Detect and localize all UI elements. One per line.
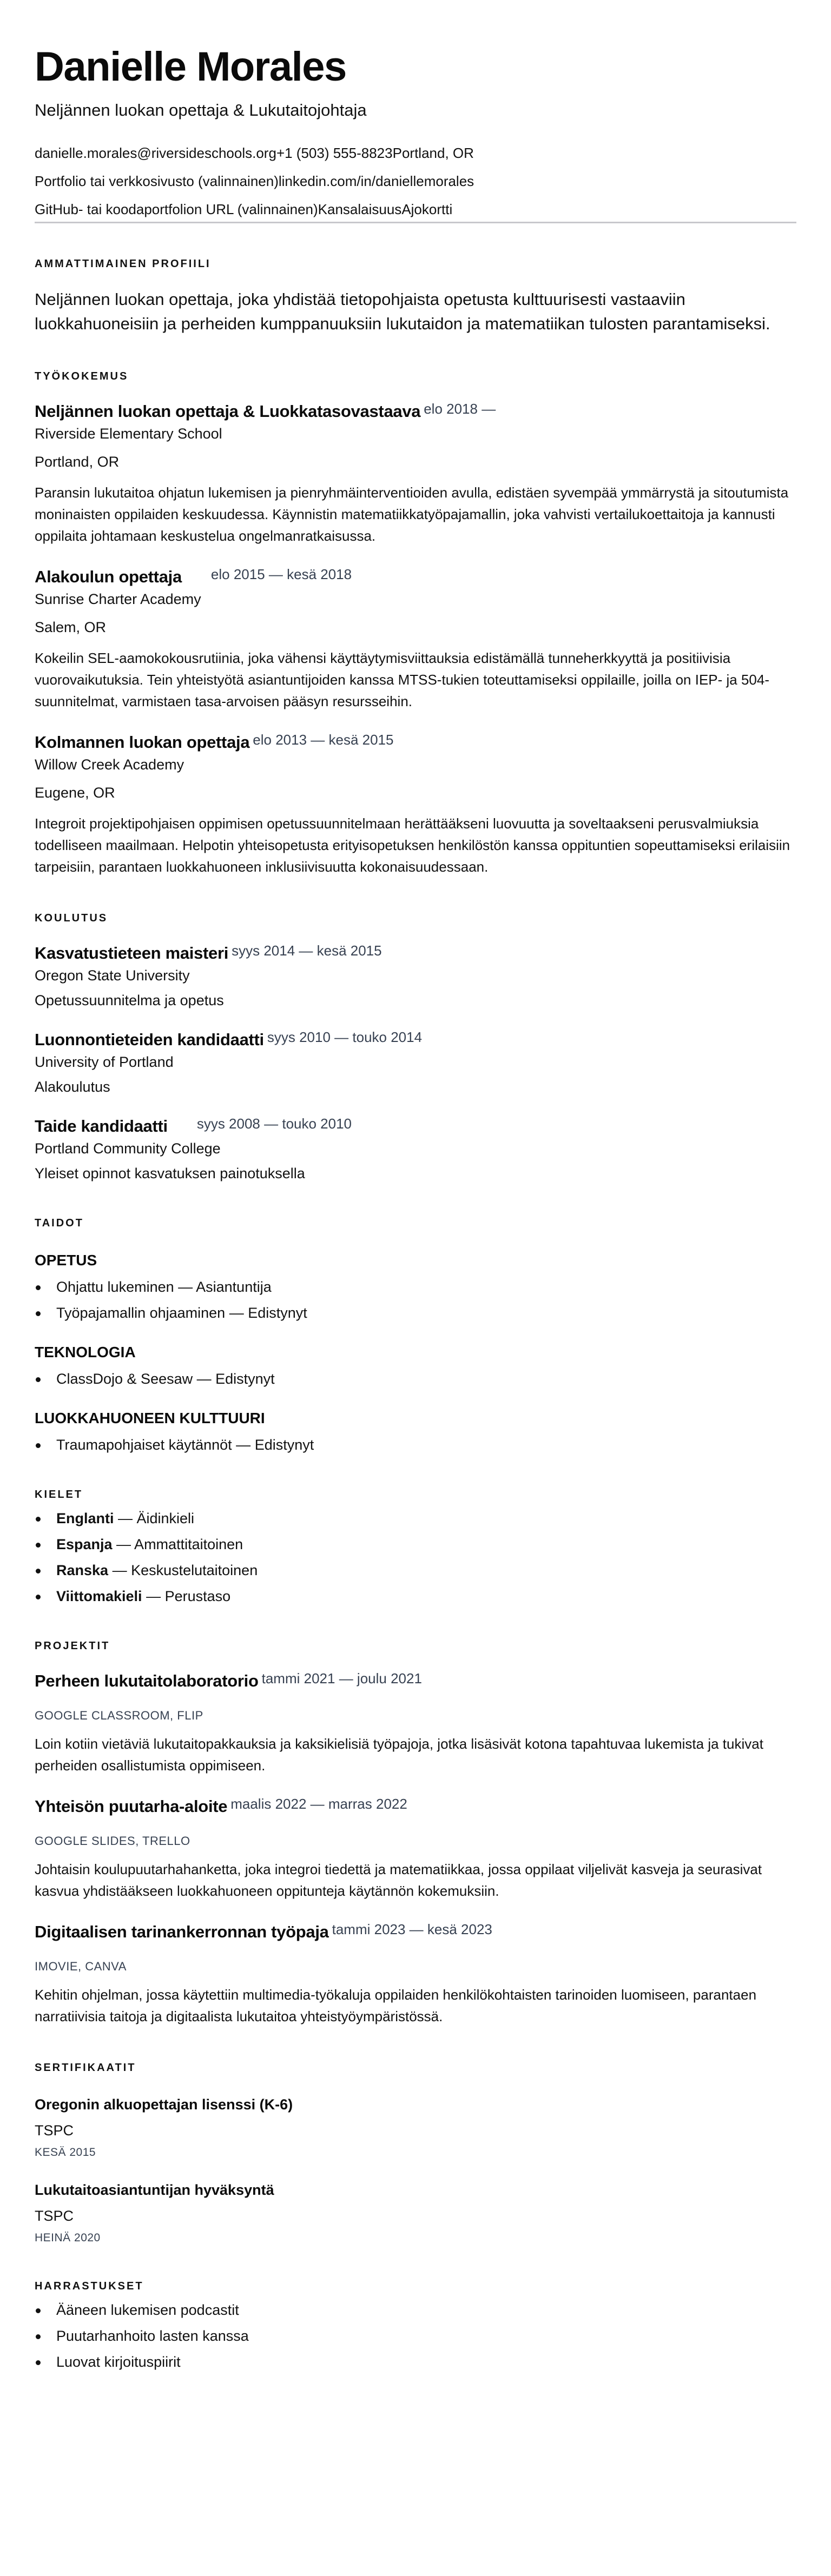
contact-row-1 bbox=[35, 144, 796, 162]
section-title: HARRASTUKSET bbox=[35, 2280, 144, 2292]
section-education bbox=[35, 911, 796, 1183]
language-item bbox=[35, 1561, 796, 1579]
project-dates: tammi 2021 — joulu 2021 bbox=[261, 1670, 422, 1687]
experience-entry bbox=[35, 732, 796, 878]
project-title: Yhteisön puutarha-aloite bbox=[35, 1797, 228, 1816]
skill-list bbox=[35, 1278, 796, 1322]
language-name: Ranska bbox=[56, 1562, 109, 1578]
contact-citizenship: Kansalaisuus bbox=[318, 201, 402, 217]
degree-dates: syys 2008 — touko 2010 bbox=[196, 1116, 352, 1132]
section-interests bbox=[35, 2279, 796, 2371]
interest-item: Ääneen lukemisen podcastit bbox=[35, 2301, 796, 2319]
project-title: Digitaalisen tarinankerronnan työpaja bbox=[35, 1922, 329, 1941]
language-level: — Äidinkieli bbox=[114, 1510, 195, 1526]
language-item bbox=[35, 1509, 796, 1528]
job-dates: elo 2013 — kesä 2015 bbox=[253, 732, 394, 748]
job-employer: Sunrise Charter Academy bbox=[35, 591, 201, 607]
project-entry bbox=[35, 1796, 796, 1902]
language-name: Viittomakieli bbox=[56, 1588, 142, 1604]
certification-entry bbox=[35, 2095, 796, 2160]
education-entry bbox=[35, 942, 796, 1010]
contact-email[interactable]: danielle.morales@riversideschools.org bbox=[35, 145, 276, 161]
job-location: Salem, OR bbox=[35, 619, 107, 635]
job-title: Kolmannen luokan opettaja bbox=[35, 733, 250, 752]
header-divider bbox=[35, 222, 796, 223]
section-languages bbox=[35, 1488, 796, 1605]
contact-location: Portland, OR bbox=[392, 145, 474, 161]
project-description: Loin kotiin vietäviä lukutaitopakkauksia ja kaksikielisiä työpajoja, jotka lisäsivät kotona tapahtuvaa lukemista ja tukivat perheiden osallistumista oppimiseen. bbox=[35, 1736, 763, 1774]
education-entry bbox=[35, 1116, 796, 1183]
contact-portfolio[interactable]: Portfolio tai verkkosivusto (valinnainen) bbox=[35, 173, 279, 189]
project-tools: IMOVIE, CANVA bbox=[35, 1960, 127, 1973]
certification-name: Oregonin alkuopettajan lisenssi (K-6) bbox=[35, 2096, 293, 2113]
contact-row-3 bbox=[35, 200, 796, 218]
field-of-study: Alakoulutus bbox=[35, 1079, 110, 1095]
contact-linkedin[interactable]: linkedin.com/in/daniellemorales bbox=[278, 173, 474, 189]
degree-title: Kasvatustieteen maisteri bbox=[35, 944, 229, 962]
project-dates: tammi 2023 — kesä 2023 bbox=[332, 1921, 492, 1937]
project-title: Perheen lukutaitolaboratorio bbox=[35, 1671, 259, 1690]
certification-date: KESÄ 2015 bbox=[35, 2146, 96, 2159]
project-tools: GOOGLE CLASSROOM, FLIP bbox=[35, 1709, 203, 1722]
section-certifications bbox=[35, 2061, 796, 2246]
skill-group-title: OPETUS bbox=[35, 1252, 97, 1269]
contact-phone[interactable]: +1 (503) 555-8823 bbox=[276, 145, 393, 161]
job-title: Alakoulun opettaja bbox=[35, 567, 182, 586]
section-title: TAIDOT bbox=[35, 1217, 84, 1229]
degree-title: Luonnontieteiden kandidaatti bbox=[35, 1030, 264, 1049]
job-description: Integroit projektipohjaisen oppimisen opetussuunnitelmaan herättääkseni luovuutta ja soveltaakseni perusvalmiuksia todelliseen maailmaan. Helpotin yhteisopetusta erityisopetuksen henkilöstön kanssa oppituntien sopeuttamiseksi erilaisiin tarpeisiin, parantaen luokkahuoneen inklusiivisuutta kokonaisuudessaan. bbox=[35, 815, 790, 875]
job-description: Paransin lukutaitoa ohjatun lukemisen ja pienryhmäinterventioiden avulla, edistäen syvempää ymmärrystä ja sitoutumista moninaisten oppilaiden keskuudessa. Käynnistin matematiikkatyöpajamallin, joka vahvisti vertailukoettaitoja ja kannusti oppilaita johtamaan keskustelua ongelmanratkaisussa. bbox=[35, 484, 789, 544]
education-entry bbox=[35, 1029, 796, 1096]
certification-issuer: TSPC bbox=[35, 2208, 74, 2224]
contact-github[interactable]: GitHub- tai koodaportfolion URL (valinnainen) bbox=[35, 201, 318, 217]
project-tools: GOOGLE SLIDES, TRELLO bbox=[35, 1834, 190, 1848]
job-description: Kokeilin SEL-aamokokousrutiinia, joka vähensi käyttäytymisviittauksia edistämällä tunneherkkyyttä ja positiivisia vuorovaikutuksia. Tein yhteistyötä asiantuntijoiden kanssa MTSS-tukien toteuttamiseksi oppilaille, joilla on IEP- ja 504-suunnitelmat, varmistaen tasa-arvoisen pääsyn resursseihin. bbox=[35, 650, 770, 709]
section-title: PROJEKTIT bbox=[35, 1640, 110, 1652]
language-name: Espanja bbox=[56, 1536, 113, 1552]
skill-group-title: LUOKKAHUONEEN KULTTUURI bbox=[35, 1410, 265, 1426]
field-of-study: Yleiset opinnot kasvatuksen painotuksella bbox=[35, 1165, 305, 1181]
certification-name: Lukutaitoasiantuntijan hyväksyntä bbox=[35, 2182, 274, 2198]
degree-dates: syys 2014 — kesä 2015 bbox=[232, 942, 382, 959]
job-employer: Willow Creek Academy bbox=[35, 756, 184, 773]
skill-group-title: TEKNOLOGIA bbox=[35, 1344, 136, 1360]
job-title: Neljännen luokan opettaja & Luokkatasovastaava bbox=[35, 402, 421, 421]
experience-entry bbox=[35, 401, 796, 547]
project-entry bbox=[35, 1670, 796, 1776]
section-profile bbox=[35, 257, 796, 336]
job-dates: elo 2015 — kesä 2018 bbox=[210, 566, 352, 582]
project-description: Johtaisin koulupuutarhahanketta, joka integroi tiedettä ja matematiikkaa, jossa oppilaat viljelivät kasveja ja seurasivat kasvua yhdistääkseen luokkahuoneen oppitunteja käytännön kokemuksiin. bbox=[35, 1861, 762, 1899]
project-description: Kehitin ohjelman, jossa käytettiin multimedia-työkaluja oppilaiden henkilökohtaisten tarinoiden luomiseen, parantaen narratiivisia taitoja ja digitaalista lukutaitoa yhteistyöympäristössä. bbox=[35, 1987, 757, 2024]
section-skills bbox=[35, 1216, 796, 1454]
section-title: KOULUTUS bbox=[35, 912, 108, 924]
field-of-study: Opetussuunnitelma ja opetus bbox=[35, 992, 224, 1008]
skill-item: Työpajamallin ohjaaminen — Edistynyt bbox=[35, 1304, 796, 1322]
skill-item: Ohjattu lukeminen — Asiantuntija bbox=[35, 1278, 796, 1296]
contact-drivers-license: Ajokortti bbox=[401, 201, 453, 217]
interest-item: Puutarhanhoito lasten kanssa bbox=[35, 2327, 796, 2345]
language-level: — Perustaso bbox=[142, 1588, 231, 1604]
contact-row-2 bbox=[35, 172, 796, 190]
language-name: Englanti bbox=[56, 1510, 114, 1526]
language-list bbox=[35, 1509, 796, 1605]
project-dates: maalis 2022 — marras 2022 bbox=[230, 1796, 407, 1812]
skill-item: ClassDojo & Seesaw — Edistynyt bbox=[35, 1370, 796, 1388]
section-title: KIELET bbox=[35, 1489, 83, 1501]
skill-list bbox=[35, 1370, 796, 1388]
school-name: Portland Community College bbox=[35, 1140, 221, 1157]
certification-date: HEINÄ 2020 bbox=[35, 2232, 101, 2244]
project-entry bbox=[35, 1921, 796, 2027]
job-dates: elo 2018 — bbox=[424, 401, 496, 417]
section-projects bbox=[35, 1639, 796, 2027]
section-title: AMMATTIMAINEN PROFIILI bbox=[35, 258, 211, 270]
section-title: SERTIFIKAATIT bbox=[35, 2062, 136, 2074]
resume-header bbox=[35, 42, 796, 223]
job-location: Portland, OR bbox=[35, 454, 120, 470]
language-item bbox=[35, 1587, 796, 1605]
language-item bbox=[35, 1535, 796, 1553]
language-level: — Keskustelutaitoinen bbox=[108, 1562, 258, 1578]
candidate-name: Danielle Morales bbox=[35, 44, 346, 90]
school-name: Oregon State University bbox=[35, 967, 190, 984]
language-level: — Ammattitaitoinen bbox=[112, 1536, 243, 1552]
interest-list bbox=[35, 2301, 796, 2371]
job-employer: Riverside Elementary School bbox=[35, 426, 222, 442]
candidate-headline: Neljännen luokan opettaja & Lukutaitojohtaja bbox=[35, 101, 367, 119]
section-title: TYÖKOKEMUS bbox=[35, 370, 129, 382]
certification-entry bbox=[35, 2181, 796, 2246]
degree-title: Taide kandidaatti bbox=[35, 1117, 168, 1136]
section-experience bbox=[35, 369, 796, 878]
profile-summary: Neljännen luokan opettaja, joka yhdistää tietopohjaista opetusta kulttuurisesti vastaaviin luokkahuoneisiin ja perheiden kumppanuuksiin lukutaidon ja matematiikan tulosten parantamiseksi. bbox=[35, 290, 770, 333]
school-name: University of Portland bbox=[35, 1054, 174, 1070]
skill-list bbox=[35, 1436, 796, 1454]
skill-item: Traumapohjaiset käytännöt — Edistynyt bbox=[35, 1436, 796, 1454]
experience-entry bbox=[35, 566, 796, 712]
degree-dates: syys 2010 — touko 2014 bbox=[267, 1029, 423, 1045]
certification-issuer: TSPC bbox=[35, 2122, 74, 2139]
interest-item: Luovat kirjoituspiirit bbox=[35, 2353, 796, 2371]
job-location: Eugene, OR bbox=[35, 785, 115, 801]
